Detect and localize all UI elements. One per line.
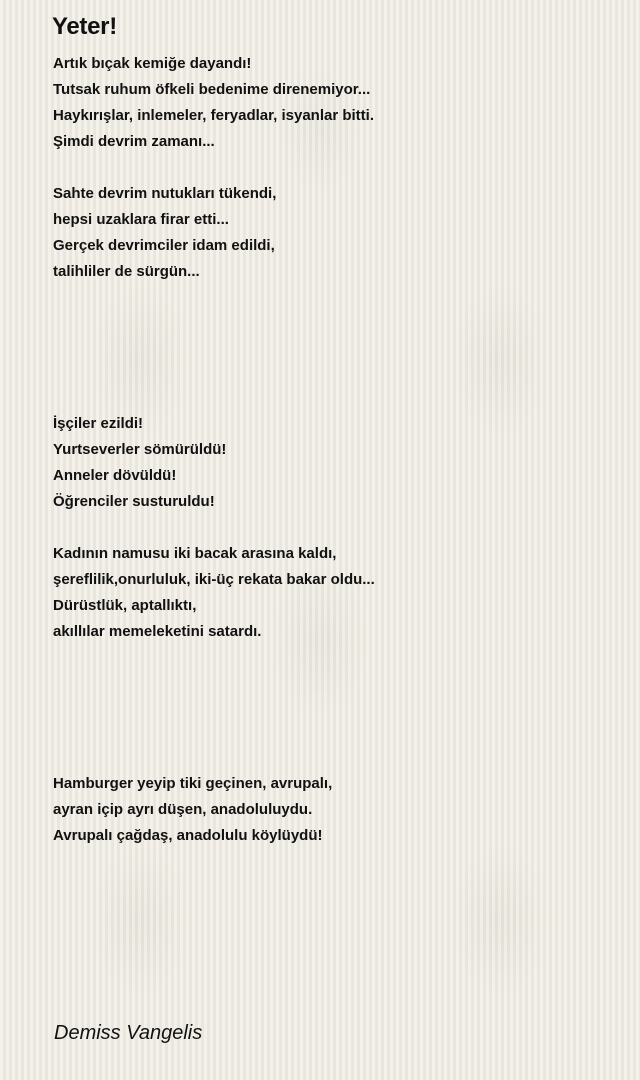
poem-line: Anneler dövüldü! [53,467,177,484]
poem-title: Yeter! [52,13,117,40]
poem-line: talihliler de sürgün... [53,263,200,280]
poem-line: Dürüstlük, aptallıktı, [53,597,197,614]
poem-line: Yurtseverler sömürüldü! [53,441,227,458]
poem-line: Artık bıçak kemiğe dayandı! [53,55,252,72]
poem-line: Gerçek devrimciler idam edildi, [53,237,275,254]
poem-line: Öğrenciler susturuldu! [53,493,215,510]
poem-line: Tutsak ruhum öfkeli bedenime direnemiyor... [53,81,371,98]
poem-line: Sahte devrim nutukları tükendi, [53,185,277,202]
poem-author: Demiss Vangelis [54,1022,203,1044]
poem-line: Kadının namusu iki bacak arasına kaldı, [53,545,337,562]
poem-line: hepsi uzaklara firar etti... [53,211,229,228]
poem-line: Hamburger yeyip tiki geçinen, avrupalı, [53,775,333,792]
poem-line: akıllılar memeleketini satardı. [53,623,262,640]
poem-line: ayran içip ayrı düşen, anadoluluydu. [53,801,313,818]
poem-line: İşçiler ezildi! [53,415,144,432]
poem-line: Avrupalı çağdaş, anadolulu köylüydü! [53,827,323,844]
poem-line: Şimdi devrim zamanı... [53,133,215,150]
poem-line: Haykırışlar, inlemeler, feryadlar, isyanlar bitti. [53,107,375,124]
poem-line: şereflilik,onurluluk, iki-üç rekata bakar oldu... [53,571,375,588]
